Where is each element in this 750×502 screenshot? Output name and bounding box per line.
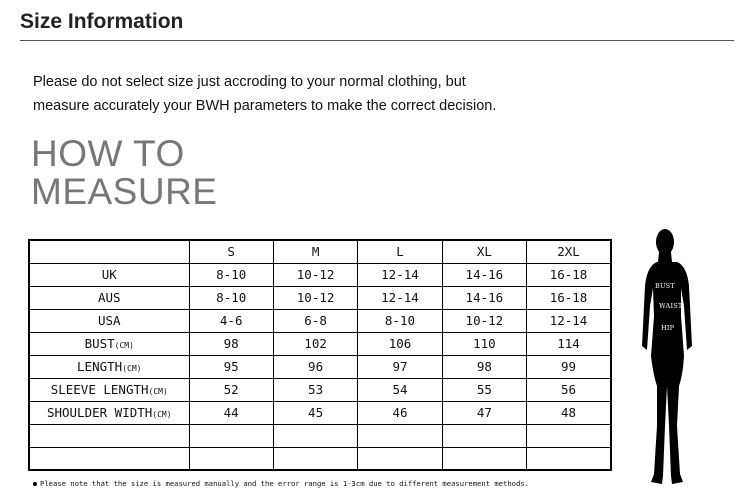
intro-line-2: measure accurately your BWH parameters to make the correct decision. (33, 98, 497, 114)
table-cell: 55 (442, 378, 526, 401)
waist-label: WAIST (659, 302, 683, 310)
table-cell-empty (189, 424, 273, 447)
row-label (29, 263, 189, 286)
table-cell: 16-18 (527, 286, 611, 309)
table-cell: 114 (527, 332, 611, 355)
row-label-unit: (CM) (114, 341, 134, 350)
table-cell: 52 (189, 378, 273, 401)
table-cell: 14-16 (442, 263, 526, 286)
table-cell-empty (273, 447, 357, 470)
table-cell: 48 (527, 401, 611, 424)
column-header: M (273, 240, 357, 263)
table-cell: 46 (358, 401, 442, 424)
row-label (29, 286, 189, 309)
column-header: S (189, 240, 273, 263)
table-row (29, 286, 611, 309)
row-label (29, 378, 189, 401)
column-header: XL (442, 240, 526, 263)
section-title: Size Information (20, 10, 184, 33)
table-row (29, 332, 611, 355)
row-label-text: BUST (84, 336, 115, 351)
column-header: L (358, 240, 442, 263)
table-cell: 102 (273, 332, 357, 355)
silhouette-icon (635, 226, 715, 492)
row-label-unit: (CM) (152, 410, 172, 419)
table-cell-empty (358, 424, 442, 447)
table-cell: 47 (442, 401, 526, 424)
table-cell: 56 (527, 378, 611, 401)
table-cell: 45 (273, 401, 357, 424)
table-cell-empty (527, 447, 611, 470)
table-cell: 8-10 (189, 286, 273, 309)
table-row (29, 378, 611, 401)
table-cell: 16-18 (527, 263, 611, 286)
table-row (29, 355, 611, 378)
table-cell: 12-14 (358, 286, 442, 309)
intro-text (33, 70, 593, 118)
bullet-icon (33, 482, 37, 486)
table-row (29, 401, 611, 424)
table-cell: 4-6 (189, 309, 273, 332)
table-cell: 12-14 (527, 309, 611, 332)
table-cell: 14-16 (442, 286, 526, 309)
row-label-text: SLEEVE LENGTH (50, 382, 149, 397)
table-cell-empty (273, 424, 357, 447)
footnote (33, 479, 633, 488)
row-label-text: AUS (97, 290, 121, 305)
row-label-text: UK (101, 267, 117, 282)
row-label (29, 309, 189, 332)
table-header-row (29, 240, 611, 263)
table-cell: 6-8 (273, 309, 357, 332)
table-cell: 10-12 (273, 286, 357, 309)
bust-label: BUST (655, 282, 675, 290)
body-silhouette (635, 226, 715, 492)
table-cell: 96 (273, 355, 357, 378)
table-cell-empty (29, 424, 189, 447)
table-cell: 99 (527, 355, 611, 378)
heading-line-1: HOW TO (31, 133, 185, 174)
table-cell-empty (527, 424, 611, 447)
row-label-text: SHOULDER WIDTH (46, 405, 153, 420)
table-cell: 98 (189, 332, 273, 355)
column-header: 2XL (527, 240, 611, 263)
table-cell-empty (442, 424, 526, 447)
row-label (29, 355, 189, 378)
table-row (29, 309, 611, 332)
table-cell: 10-12 (442, 309, 526, 332)
row-label-text: LENGTH (77, 359, 123, 374)
table-cell: 98 (442, 355, 526, 378)
table-cell: 106 (358, 332, 442, 355)
how-to-measure-heading (31, 135, 217, 211)
row-label-unit: (CM) (148, 387, 168, 396)
table-cell-empty (29, 447, 189, 470)
title-divider (20, 40, 734, 41)
table-cell-empty (358, 447, 442, 470)
table-cell: 110 (442, 332, 526, 355)
table-cell: 95 (189, 355, 273, 378)
table-header-corner (29, 240, 189, 263)
table-row (29, 263, 611, 286)
table-cell-empty (189, 447, 273, 470)
table-cell: 8-10 (358, 309, 442, 332)
row-label (29, 401, 189, 424)
table-cell: 97 (358, 355, 442, 378)
heading-line-2: MEASURE (31, 171, 218, 212)
footnote-text: Please note that the size is measured manually and the error range is 1-3cm due to different measurement methods. (40, 479, 529, 488)
table-row-empty (29, 424, 611, 447)
row-label (29, 332, 189, 355)
intro-line-1: Please do not select size just accroding to your normal clothing, but (33, 74, 466, 90)
table-cell: 12-14 (358, 263, 442, 286)
table-cell: 54 (358, 378, 442, 401)
table-cell: 53 (273, 378, 357, 401)
size-chart-table (28, 239, 612, 471)
size-table-body (29, 240, 611, 470)
table-cell-empty (442, 447, 526, 470)
table-row-empty (29, 447, 611, 470)
row-label-unit: (CM) (122, 364, 142, 373)
row-label-text: USA (97, 313, 121, 328)
table-cell: 44 (189, 401, 273, 424)
table-cell: 8-10 (189, 263, 273, 286)
table-cell: 10-12 (273, 263, 357, 286)
hip-label: HIP (661, 324, 675, 332)
